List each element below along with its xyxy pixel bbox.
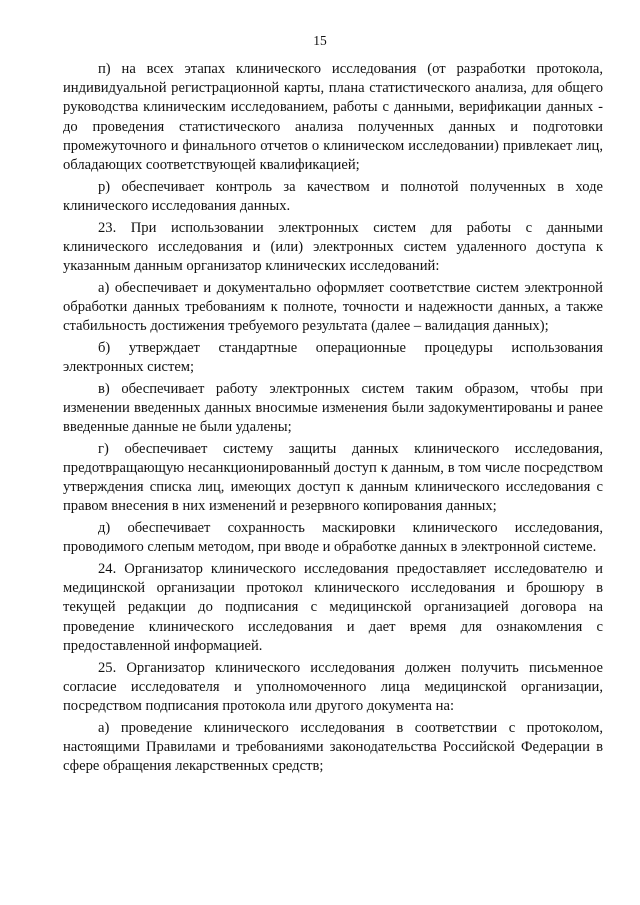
- paragraph-r: р) обеспечивает контроль за качеством и полнотой полученных в ходе клинического исследования данных.: [63, 178, 603, 214]
- document-body: [63, 60, 603, 779]
- paragraph-25: 25. Организатор клинического исследования должен получить письменное согласие исследователя и уполномоченного лица медицинской организации, посредством подписания протокола или другого документа на:: [63, 659, 603, 714]
- paragraph-25a: а) проведение клинического исследования в соответствии с протоколом, настоящими Правилами и требованиями законодательства Российской Федерации в сфере обращения лекарственных средств;: [63, 719, 603, 775]
- paragraph-23v: в) обеспечивает работу электронных систем таким образом, чтобы при изменении введенных данных вносимые изменения были задокументированы и ранее введенные данные не были удалены;: [63, 380, 603, 436]
- paragraph-p: п) на всех этапах клинического исследования (от разработки протокола, индивидуальной регистрационной карты, плана статистического анализа, для общего руководства клиническим исследованием, работы с данными, верификации данных - до проведения статистического анализа полученных данных и подготовки промежуточного и финального отчетов о клиническом исследовании) привлекает лиц, обладающих соответствующей квалификацией;: [63, 61, 603, 174]
- paragraph-23a: а) обеспечивает и документально оформляет соответствие систем электронной обработки данных требованиям к полноте, точности и надежности данных, а также стабильность достижения требуемого результата (далее – валидация данных);: [63, 279, 603, 335]
- paragraph-23g: г) обеспечивает систему защиты данных клинического исследования, предотвращающую несанкционированный доступ к данным, в том числе посредством утверждения списка лиц, имеющих доступ к данным клинического исследования с правом внесения в них изменений и резервного копирования данных;: [63, 440, 603, 515]
- paragraph-23d: д) обеспечивает сохранность маскировки клинического исследования, проводимого слепым методом, при вводе и обработке данных в электронной системе.: [63, 520, 603, 556]
- paragraph-24: 24. Организатор клинического исследования предоставляет исследователю и медицинской организации протокол клинического исследования и брошюру в текущей редакции до подписания с медицинской организацией договора на проведение клинического исследования и дает время для ознакомления с предоставленной информацией.: [63, 561, 603, 654]
- paragraph-23: 23. При использовании электронных систем для работы с данными клинического исследования и (или) электронных систем удаленного доступа к указанным данным организатор клинических исследований:: [63, 219, 603, 275]
- paragraph-23b: б) утверждает стандартные операционные процедуры использования электронных систем;: [63, 339, 603, 376]
- page-number: 15: [313, 33, 327, 48]
